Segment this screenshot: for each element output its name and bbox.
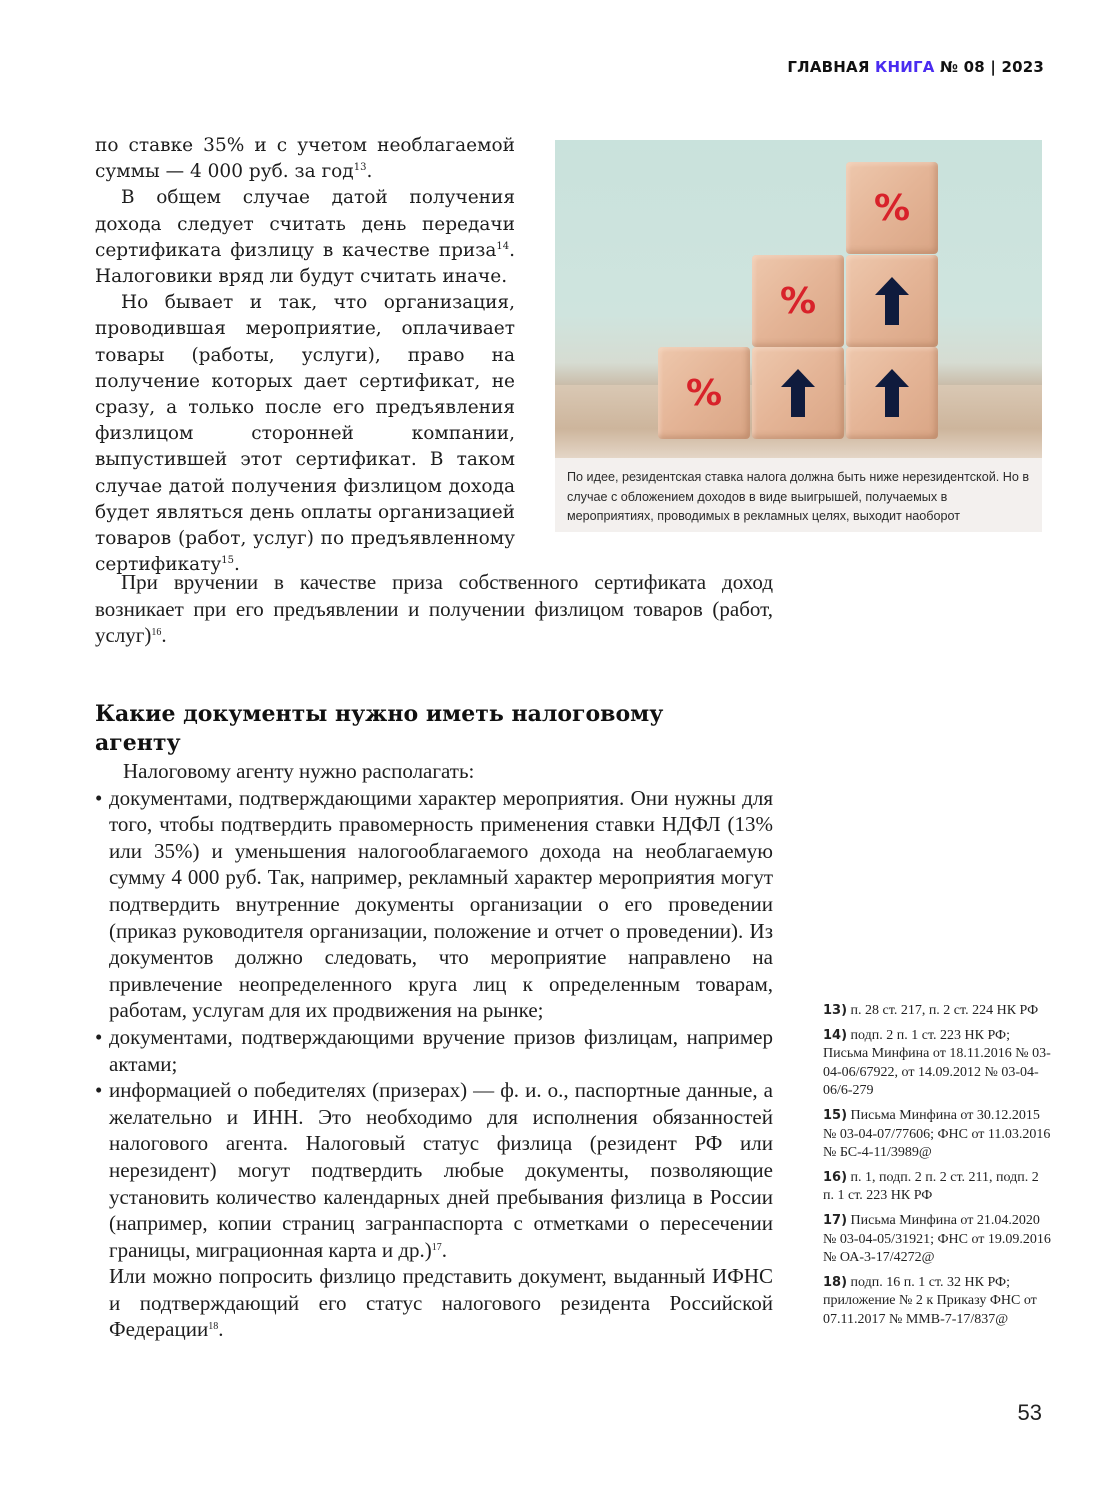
paragraph-end: .: [233, 554, 240, 576]
cube-arrow: [752, 347, 844, 439]
masthead: [787, 58, 1044, 76]
footnote: [823, 1002, 1053, 1021]
footnote-text: Письма Минфина от 30.12.2015 № 03-04-07/77606; ФНС от 11.03.2016 № БС-4-11/3989@: [823, 1107, 1051, 1161]
cube-percent: [752, 255, 844, 347]
arrow-up-icon: [875, 277, 909, 325]
figure-caption-box: [555, 458, 1042, 532]
paragraph-text: Или можно попросить физлицо представить документ, выданный ИФНС и подтверждающий его статус налогового резидента Российской Федерации: [109, 1264, 773, 1342]
footnote-ref: 17: [431, 1241, 442, 1253]
list-item-text: информацией о победителях (призерах) — ф. и. о., паспортные данные, а желательно и ИНН. Это необходимо для исполнения обязанностей налогового агента. Налоговый статус физлица (резидент РФ или нерезидент) могут подтвердить любые документы, позволяющие установить количество календарных дней пребывания физлица в России (например, копии страниц загранпаспорта с отметками о пересечении границы, миграционная карта и др.): [109, 1078, 773, 1262]
figure-photo: [555, 140, 1042, 458]
footnote-text: подп. 16 п. 1 ст. 32 НК РФ; приложение № 2 к Приказу ФНС от 07.11.2017 № ММВ-7-17/837@: [823, 1274, 1037, 1327]
footnote-number: 15): [823, 1107, 848, 1123]
paragraph-text: В общем случае датой получения дохода следует считать день передачи сертификата физлицу в качестве приза: [95, 187, 515, 261]
list-item: [95, 1024, 773, 1077]
footnote-number: 18): [823, 1274, 848, 1290]
section-heading: Какие документы нужно иметь налоговому агенту: [95, 701, 664, 757]
page-number: 53: [1017, 1400, 1042, 1425]
footnote: [823, 1212, 1053, 1268]
footnote-number: 14): [823, 1027, 848, 1043]
footnote-number: 16): [823, 1169, 848, 1185]
footnote-ref: 14: [496, 240, 510, 252]
footnote-ref: 13: [353, 162, 367, 174]
list-item: [95, 785, 773, 1024]
figure-caption: По идее, резидентская ставка налога должна быть ниже нерезидентской. Но в случае с обложением доходов в виде выигрышей, получаемых в мероприятиях, проводимых в рекламных целях, выходит наоборот: [567, 470, 1030, 523]
paragraph: [95, 133, 515, 185]
issue-number: № 08 | 2023: [934, 58, 1044, 76]
footnote-text: п. 28 ст. 217, п. 2 ст. 224 НК РФ: [847, 1003, 1039, 1018]
footnote-number: 13): [823, 1003, 848, 1018]
bullet-icon: •: [95, 785, 103, 810]
footnote: [823, 1169, 1053, 1206]
list-intro: Налоговому агенту нужно располагать:: [123, 759, 475, 783]
paragraph-text: Но бывает и так, что организация, проводившая мероприятие, оплачивает товары (работы, услуги), право на получение которых дает сертификат, не сразу, а только после его предъявления физлицом сторонней компании, выпустившей этот сертификат. В таком случае датой получения физлицом дохода будет являться день оплаты организацией товаров (работ, услуг) по предъявленному сертификату: [95, 292, 515, 576]
footnote-text: Письма Минфина от 21.04.2020 № 03-04-05/31921; ФНС от 19.09.2016 № ОА-3-17/4272@: [823, 1212, 1051, 1266]
footnote: [823, 1107, 1053, 1163]
footnote-ref: 18: [208, 1321, 219, 1333]
paragraph: [95, 569, 773, 649]
paragraph-text: по ставке 35% и с учетом необлагаемой суммы — 4 000 руб. за год: [95, 135, 515, 183]
paragraph-end: . Налоговики вряд ли будут считать иначе.: [95, 239, 515, 288]
paragraph-end: .: [218, 1317, 224, 1342]
cube-percent: [846, 162, 938, 254]
list-item: [95, 1077, 773, 1263]
footnote: [823, 1027, 1053, 1101]
paragraph-end: .: [161, 623, 167, 647]
cube-percent: [658, 347, 750, 439]
wide-paragraph: [95, 569, 773, 649]
paragraph: [109, 1263, 773, 1343]
paragraph-end: .: [366, 161, 373, 183]
list-item-text: документами, подтверждающими вручение призов физлицам, например актами;: [109, 1024, 773, 1076]
list-item-text: документами, подтверждающими характер мероприятия. Они нужны для того, чтобы подтвердить правомерность применения ставки НДФЛ (13% или 35%) и уменьшения налогооблагаемого дохода на необлагаемую сумму 4 000 руб. Так, например, рекламный характер мероприятия могут подтвердить внутренние документы организации о его проведении (приказ руководителя организации, положение и отчет о проведении). Из документов должно следовать, что мероприятие направлено на привлечение неопределенного круга лиц к определенным товарам, работам, услугам для их продвижения на рынке;: [109, 785, 773, 1023]
percent-icon: %: [779, 280, 817, 322]
cube-arrow: [846, 347, 938, 439]
list-item-end: .: [441, 1237, 448, 1262]
percent-icon: %: [873, 187, 911, 229]
footnote-ref: 15: [221, 555, 234, 567]
paragraph: [95, 290, 515, 578]
footnotes: [823, 1002, 1053, 1336]
footnote-text: подп. 2 п. 1 ст. 223 НК РФ; Письма Минфина от 18.11.2016 № 03-04-06/67922, от 14.09.2012 № 03-04-06/6-279: [823, 1027, 1051, 1099]
bullet-icon: •: [95, 1024, 103, 1049]
cube-arrow: [846, 255, 938, 347]
footnote: [823, 1274, 1053, 1330]
footnote-text: п. 1, подп. 2 п. 2 ст. 211, подп. 2 п. 1 ст. 223 НК РФ: [823, 1169, 1039, 1204]
paragraph-text: При вручении в качестве приза собственного сертификата доход возникает при его предъявлении и получении физлицом товаров (работ, услуг): [95, 570, 773, 647]
requirements-list: [95, 785, 773, 1264]
intro-column: [95, 133, 515, 578]
brand-main: ГЛАВНАЯ: [787, 58, 876, 76]
footnote-number: 17): [823, 1212, 848, 1228]
paragraph: [95, 185, 515, 290]
percent-icon: %: [685, 372, 723, 414]
arrow-up-icon: [781, 369, 815, 417]
section-body: [95, 758, 773, 1343]
bullet-icon: •: [95, 1078, 103, 1103]
footnote-ref: 16: [151, 627, 162, 638]
arrow-up-icon: [875, 369, 909, 417]
brand-accent: КНИГА: [875, 58, 935, 76]
